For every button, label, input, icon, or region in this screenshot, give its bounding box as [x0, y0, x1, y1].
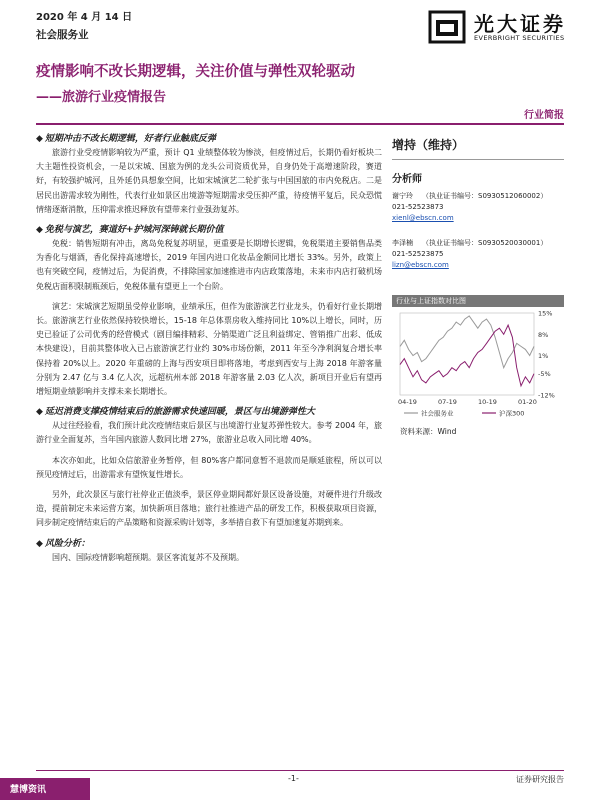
industry-label: 社会服务业 — [36, 29, 89, 41]
analyst-name: 谢宁玲 — [392, 192, 413, 200]
y-tick-label: 8% — [538, 330, 549, 339]
sidebar-divider — [392, 159, 564, 160]
x-tick-label: 10-19 — [478, 398, 497, 406]
y-tick-label: -5% — [538, 370, 551, 379]
report-body — [36, 132, 382, 565]
analyst-cert: 执业证书编号：S0930520030001） — [429, 239, 548, 247]
report-type-tag: 行业简报 — [524, 110, 564, 121]
body-paragraph: 从过往经验看，我们预计此次疫情结束后景区与出境游行业复苏弹性较大。参考 2004 年，旅游行业全面复苏，当年国内旅游人数同比增 27%，旅游业总收入同比增 40%。 — [36, 421, 382, 445]
report-date: 2020 年 4 月 14 日 — [36, 12, 133, 23]
header-divider — [36, 123, 564, 125]
body-paragraph: 免税：销售短期有冲击，离岛免税复苏明显，更重要是长期增长逻辑，免税渠道主要销售品类为香化与烟酒，香化保持高速增长，2019 年国内进口化妆品金额同比增长 33%。另外，政策上也有突破空间，疫情过后，为促消费，不排除国家加速推进市内店政策落地，未来市内店打破机场免税店面积限制瓶颈后，免税体量有望更上一个台阶。 — [36, 239, 382, 291]
x-tick-label: 04-19 — [398, 398, 417, 406]
footer-label: 证券研究报告 — [516, 775, 564, 784]
series-line-0 — [400, 316, 534, 368]
analyst-card: 谢宁玲 （执业证书编号：S0930512060002） 021-52523873 xienl@ebscn.com — [392, 191, 564, 224]
footer-brand: 慧博资讯 — [10, 785, 47, 795]
report-title: 疫情影响不改长期逻辑，关注价值与弹性双轮驱动 — [36, 64, 355, 80]
analyst-phone: 021-52523875 — [392, 250, 444, 258]
footer-divider — [36, 770, 564, 771]
legend-label: 沪深300 — [499, 409, 525, 418]
body-paragraph: 演艺：宋城演艺短期虽受停业影响，业绩承压，但作为旅游演艺行业龙头，仍看好行业长期增长。旅游演艺行业依然保持较快增长，15-18 年总体票房收入维持同比 10%以上增长，同时，历史已验证了公司优秀的经营模式（剧目编排精彩、分销渠道广泛且利益绑定、管销推广出彩、低成本快建设），目前其整体收入已占旅游演艺行业约 30%市场份额，2011 年至今净利润复合增长率保持着 20%以上。2020 年重磅的上海与西安项目即将落地，考虑到西安与上海 2018 年游客量分别为 2.47 亿与 3.4 亿人次，远超杭州本部 2018 年游客量 2.03 亿人次，新项目开业后有望再增短期业绩影响并支撑未来长期增长。 — [36, 301, 382, 397]
legend-label: 社会服务业 — [421, 409, 454, 418]
footer-brand-bar — [0, 778, 90, 800]
analyst-card: 李泽楠 （执业证书编号：S0930520030001） 021-52523875 lizn@ebscn.com — [392, 238, 564, 271]
company-logo — [428, 6, 578, 48]
index-comparison-chart — [392, 295, 564, 423]
analyst-heading: 分析师 — [392, 174, 422, 185]
analyst-name: 李泽楠 — [392, 239, 413, 247]
chart-title: 行业与上证指数对比图 — [392, 295, 564, 307]
analyst-cert: 执业证书编号：S0930512060002） — [429, 192, 548, 200]
body-paragraph: 另外，此次景区与旅行社停业正值淡季，景区停业期间都好景区设备设施，对硬件进行升级改造，提前制定未来运营方案，加快新项目落地；旅行社推进产品的研发工作，积极获取项目资源，同步制定疫情结束后的产品策略和资源采购计划等，多举措自救下有望加速复苏期到来。 — [36, 490, 382, 528]
chart-source: 资料来源：Wind — [400, 427, 457, 436]
logo-english-name: EVERBRIGHT SECURITIES — [474, 34, 565, 42]
y-tick-label: -12% — [538, 391, 555, 400]
plot-frame — [400, 313, 534, 395]
x-tick-label: 07-19 — [438, 398, 457, 406]
x-tick-label: 01-20 — [518, 398, 537, 406]
body-paragraph: 本次亦如此，比如众信旅游业务暂停，但 80%客户都同意暂不退款而是顺延旅程，所以可以预见疫情过后，出游需求有望恢复性增长。 — [36, 455, 382, 479]
logo-icon — [428, 8, 468, 46]
section-heading: ◆ 短期冲击不改长期逻辑，好者行业触底反弹 — [36, 134, 216, 144]
sidebar — [392, 134, 564, 285]
page-number: -1- — [288, 774, 299, 783]
y-tick-label: 1% — [538, 352, 549, 361]
logo-chinese-name: 光大证券 — [474, 12, 566, 36]
section-heading: ◆ 风险分析： — [36, 538, 90, 549]
series-line-1 — [400, 325, 534, 386]
section-heading: ◆ 免税与演艺，赛道好+护城河深铸就长期价值 — [36, 225, 224, 236]
analyst-email-link[interactable]: xienl@ebscn.com — [392, 214, 454, 222]
report-subtitle: ——旅游行业疫情报告 — [36, 90, 167, 105]
analyst-phone: 021-52523873 — [392, 203, 444, 211]
section-heading: ◆ 延迟消费支撑疫情结束后的旅游需求快速回暖，景区与出境游弹性大 — [36, 407, 315, 418]
chart-svg — [392, 307, 564, 423]
analyst-email-link[interactable]: lizn@ebscn.com — [392, 261, 449, 269]
rating-label: 增持（维持） — [392, 138, 465, 152]
body-paragraph: 旅游行业受疫情影响较为严重，预计 Q1 业绩整体较为惨淡，但疫情过后，长期仍看好板块二大主题性投资机会，一是以宋城、国旅为例的龙头公司资质优异，自身仍处于高增速阶段，赛道好，有较强护城河，且外延仍具想象空间，比如宋城演艺二轮扩张与中国国旅的市内免税店。二是居民出游需求较为刚性，代表行业如景区出境游等短期需求受压抑严重，待疫情平复后，民众恐慌情绪逐渐消散，压抑需求推迟释放有望带来行业强劲复苏。 — [36, 148, 382, 214]
y-tick-label: 15% — [538, 309, 553, 318]
body-paragraph: 国内、国际疫情影响超预期。景区客流复苏不及预期。 — [52, 552, 244, 562]
